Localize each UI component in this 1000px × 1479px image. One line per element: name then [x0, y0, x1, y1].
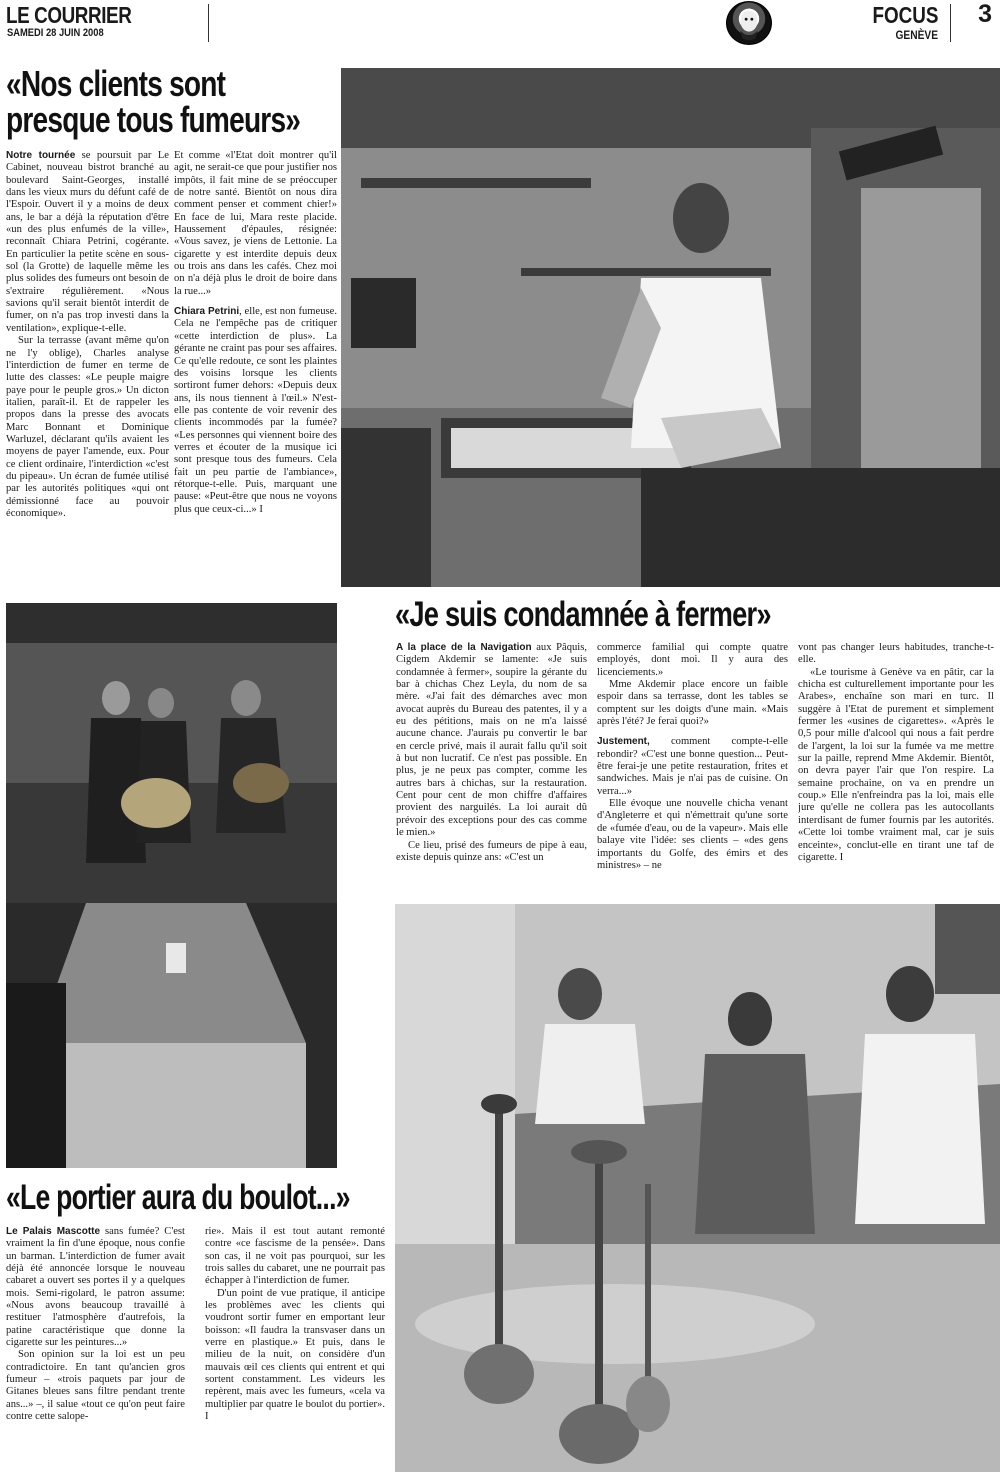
lead-in: Justement, — [597, 736, 650, 748]
photo-shisha-lounge — [395, 904, 1000, 1472]
paragraph-text: aux Pâquis, Cigdem Akdemir se lamente: «Je suis condamnée à fermer», soupire la gérante du bar à chichas Chez Leyla, du nom de sa mère. «J'ai fait des démarches avec mon avocat auprès du Bureau des patentes, il y a eu des pétitions, mais on ne m'a laissé aucune chance. J'aurais pu convertir le bar en cercle privé, mais il aurait fallu qu'il soit à but non lucratif. Ce n'est pas possible. En plus, je ne peux pas compter, comme les autres bars à chichas, sur la restauration. Cent pour cent de mon chiffre d'affaires provient des narguilés. La loi aurait dû prévoir des exceptions pour des cas comme le mien.» — [396, 642, 587, 839]
issue-date: SAMEDI 28 JUIN 2008 — [7, 27, 104, 39]
article2-column-1 — [396, 642, 587, 887]
paragraph — [6, 335, 169, 520]
header-divider — [208, 4, 209, 42]
paragraph-text: D'un point de vue pratique, il anticipe les problèmes avec les clients qui voudront sortir fumer en emportant leur boisson: «Il faudra la transvaser dans un verre en plastique.» Et puis, dans le milieu de la nuit, on considère d'un mauvais œil ces clients qui entrent et qui sortent constamment. Les videurs les repèrent, mais avec les fumeurs, «cela va multiplier par quatre le boulot du portier». I — [205, 1287, 385, 1423]
paragraph-text: Son opinion sur la loi est un peu contradictoire. En tant qu'ancien gros fumeur – «trois paquets par jour de Gitanes bleues sans filtre pendant trente ans...» –, il salue «tout ce qu'on peut faire contre cette salope- — [6, 1349, 185, 1423]
headline-line: presque tous fumeurs» — [6, 99, 301, 140]
article2-column-3 — [798, 642, 994, 887]
section-subtitle: GENÈVE — [895, 28, 938, 42]
paragraph-text: Et comme «l'Etat doit montrer qu'il agit, ne serait-ce que pour justifier nos impôts, il fait mine de se préoccuper de notre santé. Bientôt on nous dira comment penser et comment chier!» En face de lui, Mara reste placide. Haussement d'épaules, résignée: «Vous savez, je viens de Lettonie. La cigarette y est interdite depuis deux ou trois ans dans les cafés. Chez moi on n'a déjà plus le droit de boire dans la rue...» — [174, 150, 337, 297]
lead-in: A la place de la Navigation — [396, 642, 532, 653]
paragraph — [396, 642, 587, 840]
paragraph — [6, 1226, 185, 1349]
article3-column-2 — [205, 1226, 385, 1476]
paragraph — [597, 679, 788, 728]
paragraph-text: Mme Akdemir place encore un faible espoir dans sa terrasse, dont les tables se comptent sur les doigts d'une main. «Mais après l'été? Je ferai quoi?» — [597, 679, 788, 728]
paragraph — [396, 840, 587, 865]
masthead: LE COURRIER — [6, 2, 132, 28]
paragraph-text: , elle, est non fumeuse. Cela ne l'empêche pas de critiquer «cette interdiction de plus». La gérante ne craint pas pour ses affaires. Ce qu'elle redoute, ce sont les plaintes des voisins lorsque les clients sortiront fumer dehors: «Depuis deux ans, ils nous tiennent à l'œil.» N'est-elle pas contente de voir revenir des clients incommodés par la fumée? «Les personnes qui viennent boire des verres et écouter de la musique ici sont presque tous des fumeurs. Cela fait un peu partie de l'ambiance», rétorque-t-elle. Puis, marquant une pause: «Peut-être que nous ne voyons plus que ceux-ci...» I — [174, 306, 337, 515]
paragraph-text: «Le tourisme à Genève va en pâtir, car la chicha est culturellement importante pour les Arabes», enchaîne son mari en turc. Il suggère à l'Etat de purement et simplement fermer les «usines de cigarettes». «Après le 0,5 pour mille d'alcool qui nous a fait perdre de l'argent, la loi sur la fumée va me mettre sur la paille, reprend Mme Akdemir. Bientôt, on devra payer l'air que l'on respire. La semaine prochaine, on va en prendre un coup.» Elle n'enfreindra pas la loi, mais elle jure qu'elle ne collera pas les autocollants interdisant de fumer fournis par les autorités. «Cette loi tombe vraiment mal, car je suis enceinte», conclut-elle en tirant une taf de cigarette. I — [798, 666, 994, 863]
paragraph — [597, 798, 788, 872]
paragraph-text: sans fumée? C'est vraiment la fin d'une époque, nous confie un barman. L'interdiction de fumer avait déjà été annoncée lorsque le nouveau cabaret a ouvert ses portes il y a quelques mois. Semi-rigolard, le patron assume: «Nous avons beaucoup travaillé à restituer l'atmosphère d'autrefois, la patine caractéristique que donne la cigarette sur les peintures...» — [6, 1226, 185, 1349]
article2-column-2 — [597, 642, 788, 887]
lead-in: Le Palais Mascotte — [6, 1226, 101, 1237]
paragraph — [597, 736, 788, 798]
photo-musicians — [6, 603, 337, 1168]
paragraph — [205, 1288, 385, 1424]
article3-headline: «Le portier aura du boulot...» — [6, 1178, 350, 1217]
paragraph — [174, 150, 337, 298]
paragraph-text: Sur la terrasse (avant même qu'on ne l'y oblige), Charles analyse l'interdiction de fumer en terme de lutte des classes: «Le peuple maigre paye pour le peuple gros.» Un dicton italien, paraît-il. Et de rappeler les propos dans la presse des avocats Marc Bonnant et Dominique Warluzel, déclarant qu'ils avaient les moyens de payer l'amende, eux. Pour ce client ordinaire, l'interdiction «c'est du pipeau». Un écran de fumée utilisé par les autorités politiques «qui ont démissionné face au pouvoir économique». — [6, 335, 169, 519]
header-divider — [950, 4, 951, 42]
article3-column-1 — [6, 1226, 185, 1476]
paragraph-text: se poursuit par Le Cabinet, nouveau bistrot branché au boulevard Saint-Georges, installé dans les vieux murs du défunt café de l'Espoir. Ouvert il y a moins de deux ans, le bar a déjà la réputation d'être «un des plus enfumés de la ville», reconnaît Chiara Petrini, cogérante. En particulier la petite scène en sous-sol (la Grotte) de laquelle même les plus solides des fumeurs ont besoin de s'extraire régulièrement. «Nous savions qu'il serait bientôt interdit de fumer, on n'a pas trop investi dans la ventilation», explique-t-elle. — [6, 150, 169, 334]
page-header — [0, 0, 1000, 50]
photo-bartender — [341, 68, 1000, 587]
lead-in: Chiara Petrini — [174, 306, 240, 318]
paragraph — [174, 306, 337, 516]
section-title: FOCUS — [871, 2, 938, 28]
paragraph — [798, 667, 994, 865]
paragraph — [597, 642, 788, 679]
paragraph — [6, 1349, 185, 1423]
article1-headline — [6, 63, 318, 140]
paragraph-text: vont pas changer leurs habitudes, tranche-t-elle. — [798, 642, 994, 666]
article2-headline: «Je suis condamnée à fermer» — [395, 595, 771, 634]
page-number: 3 — [978, 0, 992, 28]
paragraph — [6, 150, 169, 335]
article1-column-2 — [174, 150, 337, 602]
paragraph-text: comment compte-t-elle rebondir? «C'est une bonne question... Peut-être ferai-je une petite restauration, frites et sandwiches. Mais je n'ai pas de cuisine. On verra...» — [597, 736, 788, 797]
paragraph-text: rie». Mais il est tout autant remonté contre «ce fascisme de la pensée». Dans son cas, il ne voit pas pourquoi, sur les trois salles du cabaret, une ne pourrait pas échapper à l'interdiction de fumer. — [205, 1226, 385, 1287]
lead-in: Notre tournée — [6, 150, 76, 161]
crest-icon — [726, 1, 772, 45]
paragraph — [798, 642, 994, 667]
paragraph-text: Elle évoque une nouvelle chicha venant d'Angleterre et qui n'émettrait qu'une sorte de «fumée d'eau, ou de la vapeur». Mais elle balaye vite l'idée: ses clients – «des gens importants du Golfe, des émirs et des ministres» – ne — [597, 798, 788, 871]
headline-line: «Nos clients sont — [6, 63, 226, 104]
paragraph-text: Ce lieu, prisé des fumeurs de pipe à eau, existe depuis quinze ans: «C'est un — [396, 839, 587, 863]
article1-column-1 — [6, 150, 169, 602]
paragraph-text: commerce familial qui compte quatre employés, dont moi. Il y aura des licenciements.» — [597, 642, 788, 678]
paragraph — [205, 1226, 385, 1288]
